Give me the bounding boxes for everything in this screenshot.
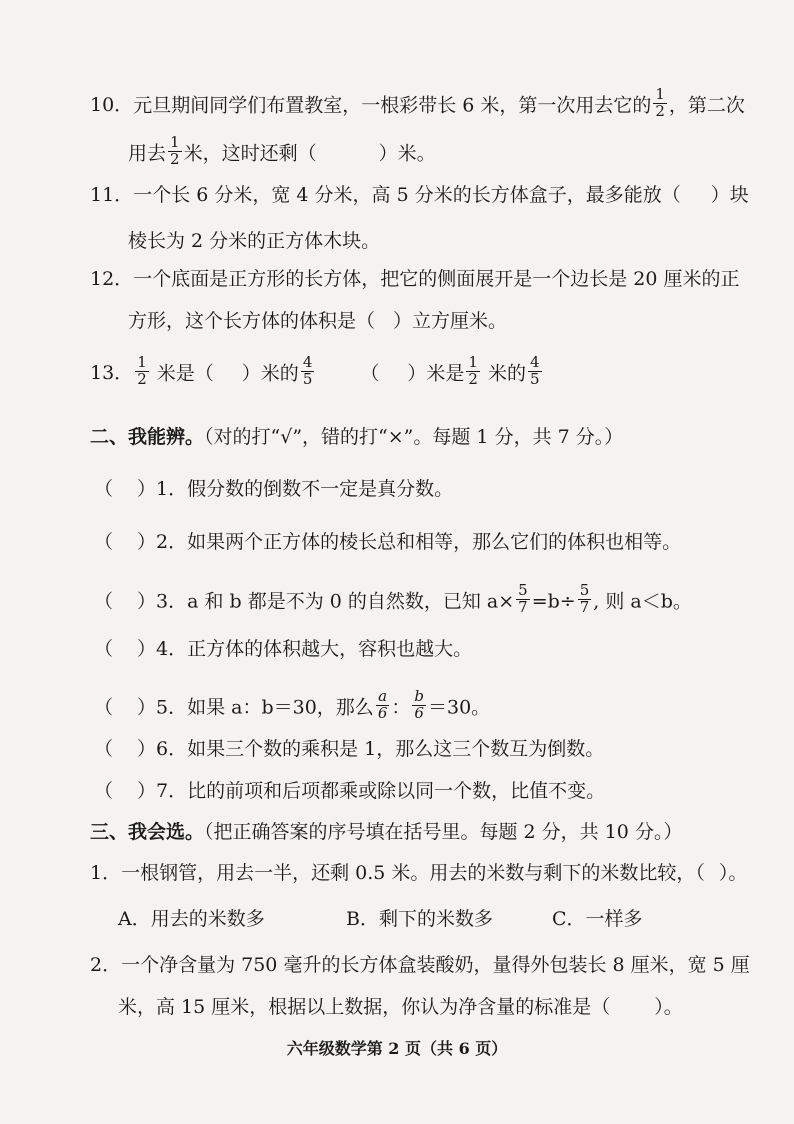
bracket-open: （ bbox=[94, 738, 114, 760]
question-number: 10． bbox=[90, 94, 134, 117]
question-text: 一个底面是正方形的长方体，把它的侧面展开是一个边长是 20 厘米的正 bbox=[133, 268, 740, 290]
judge-statement: ）2．如果两个正方体的棱长总和相等，那么它们的体积也相等。 bbox=[137, 531, 682, 553]
choice-option-a[interactable] bbox=[118, 910, 265, 929]
question-text: ）。 bbox=[718, 862, 748, 884]
section-title: 二、我能辨。 bbox=[90, 426, 205, 448]
judge-item-2 bbox=[94, 533, 681, 552]
fraction-numerator: 5 bbox=[579, 581, 590, 599]
section-3-heading bbox=[90, 823, 682, 842]
question-text: ）块 bbox=[710, 184, 749, 206]
section-note: （把正确答案的序号填在括号里。每题 2 分，共 10 分。） bbox=[204, 821, 683, 843]
fraction-numerator: 4 bbox=[302, 353, 313, 371]
question-number: 2． bbox=[90, 954, 122, 976]
question-text: ）米。 bbox=[378, 142, 436, 165]
question-number: 1． bbox=[90, 862, 122, 884]
fraction-denominator: 2 bbox=[170, 149, 180, 168]
question-13-line bbox=[90, 353, 544, 391]
question-text: 米的 bbox=[487, 362, 526, 385]
choice-question-2-line-1 bbox=[90, 956, 750, 975]
question-11-line-2 bbox=[128, 232, 380, 251]
bracket-open: （ bbox=[94, 638, 114, 660]
section-title: 三、我会选。 bbox=[90, 821, 205, 843]
choice-option-c[interactable] bbox=[552, 910, 643, 929]
question-text: 米是（ bbox=[156, 362, 214, 385]
question-text: 一个长 6 分米，宽 4 分米，高 5 分米的长方体盒子，最多能放（ bbox=[133, 184, 681, 206]
judge-item-3 bbox=[94, 581, 692, 619]
judge-item-5 bbox=[94, 687, 491, 725]
bracket-open: （ bbox=[94, 590, 114, 613]
choice-question-2-line-2 bbox=[118, 998, 683, 1017]
question-12-line-1 bbox=[90, 270, 739, 289]
choice-question-1 bbox=[90, 864, 747, 883]
question-text: 棱长为 2 分米的正方体木块。 bbox=[128, 230, 381, 252]
judge-statement: ）1．假分数的倒数不一定是真分数。 bbox=[137, 478, 454, 500]
fraction bbox=[516, 583, 530, 616]
fraction-denominator: 2 bbox=[655, 101, 665, 120]
judge-item-1 bbox=[94, 480, 453, 499]
bracket-open: （ bbox=[94, 780, 114, 802]
fraction-numerator: a bbox=[376, 689, 390, 706]
fraction-denominator: 2 bbox=[468, 369, 478, 388]
fraction bbox=[135, 355, 149, 388]
fraction-numerator: 4 bbox=[530, 353, 540, 371]
fraction bbox=[528, 355, 542, 388]
judge-statement: ）3．a 和 b 都是不为 0 的自然数，已知 a× bbox=[137, 590, 515, 613]
fraction-denominator: 6 bbox=[414, 703, 424, 722]
question-number: 11． bbox=[90, 184, 134, 206]
judge-statement: ）7．比的前项和后项都乘或除以同一个数，比值不变。 bbox=[137, 780, 606, 802]
question-text: 米，这时还剩（ bbox=[183, 142, 317, 165]
question-10-line-2 bbox=[128, 133, 436, 171]
option-label: C．一样多 bbox=[552, 908, 643, 930]
question-text: ）米是 bbox=[407, 362, 465, 385]
question-text: 方形，这个长方体的体积是（ bbox=[128, 310, 376, 332]
judge-item-6 bbox=[94, 740, 604, 759]
page-footer: 六年级数学第 2 页（共 6 页） bbox=[286, 1039, 508, 1058]
judge-statement: ）6．如果三个数的乘积是 1，那么这三个数互为倒数。 bbox=[137, 738, 605, 760]
question-text: ）。 bbox=[654, 996, 683, 1018]
fraction-denominator: 5 bbox=[530, 369, 540, 388]
fraction-numerator: 1 bbox=[137, 353, 147, 371]
fraction-numerator: 1 bbox=[170, 133, 180, 151]
question-text: ）立方厘米。 bbox=[393, 310, 508, 332]
question-number: 12． bbox=[90, 268, 134, 290]
fraction bbox=[653, 87, 667, 120]
judge-statement: ： bbox=[391, 696, 411, 719]
section-note: （对的打“√”，错的打“×”。每题 1 分，共 7 分。） bbox=[204, 426, 624, 448]
judge-statement: =b÷ bbox=[531, 590, 576, 613]
fraction bbox=[412, 689, 426, 722]
question-text: ，第二次 bbox=[668, 94, 745, 117]
choice-option-b[interactable] bbox=[346, 910, 493, 929]
question-text: 元旦期间同学们布置教室，一根彩带长 6 米，第一次用去它的 bbox=[133, 94, 652, 117]
judge-statement: ）4．正方体的体积越大，容积也越大。 bbox=[137, 638, 473, 660]
question-12-line-2 bbox=[128, 312, 507, 331]
fraction-numerator: 1 bbox=[468, 353, 478, 371]
fraction-denominator: 2 bbox=[137, 369, 147, 388]
fraction bbox=[376, 689, 390, 722]
judge-statement: ）5．如果 a：b＝30，那么 bbox=[137, 696, 374, 719]
fraction-denominator: 6 bbox=[377, 703, 388, 722]
question-text: 用去 bbox=[128, 142, 167, 165]
judge-statement: ＝30。 bbox=[427, 696, 491, 719]
question-text: 一个净含量为 750 毫升的长方体盒装酸奶，量得外包装长 8 厘米，宽 5 厘 bbox=[121, 954, 750, 976]
option-label: A．用去的米数多 bbox=[118, 908, 265, 930]
question-10-line-1 bbox=[90, 85, 745, 123]
judge-statement: , 则 a＜b。 bbox=[593, 590, 692, 613]
fraction bbox=[578, 583, 592, 616]
fraction-numerator: 1 bbox=[655, 85, 665, 103]
bracket-open: （ bbox=[94, 478, 114, 500]
bracket-open: （ bbox=[94, 696, 114, 719]
fraction bbox=[301, 355, 315, 388]
question-text: 米，高 15 厘米，根据以上数据，你认为净含量的标准是（ bbox=[118, 996, 611, 1018]
question-text: ）米的 bbox=[241, 362, 299, 385]
fraction bbox=[466, 355, 480, 388]
fraction-numerator: b bbox=[414, 687, 424, 705]
option-label: B．剩下的米数多 bbox=[346, 908, 493, 930]
fraction-numerator: 5 bbox=[518, 581, 528, 599]
fraction-denominator: 5 bbox=[302, 369, 313, 388]
question-number: 13． bbox=[90, 362, 134, 385]
bracket-open: （ bbox=[94, 531, 114, 553]
judge-item-7 bbox=[94, 782, 605, 801]
fraction bbox=[168, 135, 182, 168]
question-11-line-1 bbox=[90, 186, 749, 205]
section-2-heading bbox=[90, 428, 623, 447]
fraction-denominator: 7 bbox=[518, 597, 528, 616]
fraction-denominator: 7 bbox=[579, 597, 590, 616]
question-text: （ bbox=[360, 362, 380, 385]
question-text: 一根钢管，用去一半，还剩 0.5 米。用去的米数与剩下的米数比较，（ bbox=[121, 862, 705, 884]
judge-item-4 bbox=[94, 640, 472, 659]
